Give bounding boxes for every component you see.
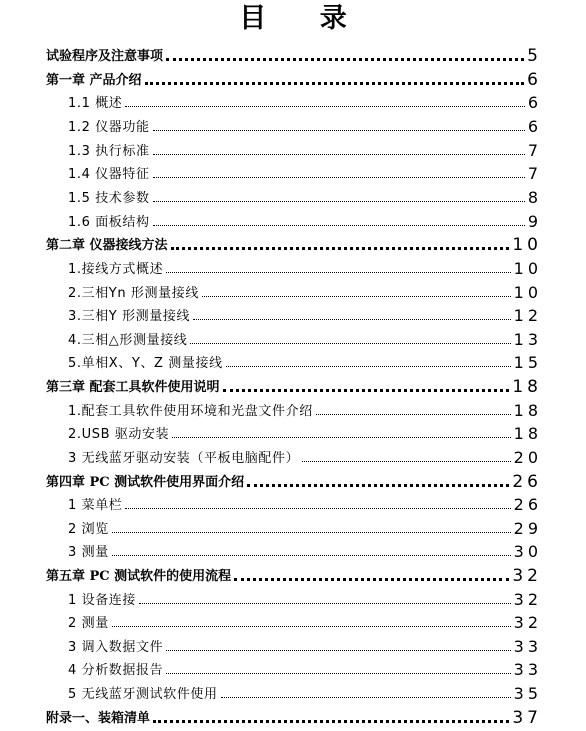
toc-section-entry[interactable] <box>68 682 542 704</box>
toc-page-number: 7 <box>527 141 542 160</box>
toc-page-number: 7 <box>527 164 542 183</box>
toc-page-number: 8 <box>527 188 542 207</box>
toc-entry-label: 2.USB 驱动安装 <box>68 427 170 442</box>
dot-leader <box>153 130 525 131</box>
toc-page-number: 32 <box>513 590 542 609</box>
toc-section-entry[interactable] <box>68 540 542 562</box>
dot-leader <box>166 673 510 674</box>
toc-page-number: 18 <box>513 401 542 420</box>
dot-leader <box>153 154 525 155</box>
dot-leader <box>112 555 511 556</box>
toc-page-number: 6 <box>527 93 542 112</box>
toc-entry-label: 2.三相Yn 形测量接线 <box>68 286 199 301</box>
toc-entry-label: 4 分析数据报告 <box>68 663 164 678</box>
dot-leader <box>221 697 511 698</box>
toc-section-entry[interactable] <box>68 304 542 326</box>
toc-page-number: 9 <box>527 212 542 231</box>
toc-section-entry[interactable] <box>68 351 542 373</box>
toc-entry-label: 第三章 配套工具软件使用说明 <box>46 380 220 395</box>
toc-page-number: 13 <box>513 330 542 349</box>
toc-entry-label: 1.5 技术参数 <box>68 191 150 206</box>
dot-leader <box>166 58 524 61</box>
toc-chapter-entry[interactable] <box>46 470 542 492</box>
dot-leader <box>316 414 511 415</box>
toc-section-entry[interactable] <box>68 422 542 444</box>
dot-leader <box>223 389 510 392</box>
toc-chapter-entry[interactable] <box>46 375 542 397</box>
toc-entry-label: 3.三相Y 形测量接线 <box>68 309 191 324</box>
toc-page-number: 10 <box>513 259 542 278</box>
toc-section-entry[interactable] <box>68 186 542 208</box>
dot-leader <box>302 461 510 462</box>
dot-leader <box>125 508 510 509</box>
dot-leader <box>171 247 510 250</box>
dot-leader <box>226 366 511 367</box>
toc-chapter-entry[interactable] <box>46 564 542 586</box>
toc-page-number: 6 <box>527 70 542 90</box>
toc-entry-label: 第五章 PC 测试软件的使用流程 <box>46 569 232 584</box>
toc-entry-label: 3 测量 <box>68 545 109 560</box>
toc-section-entry[interactable] <box>68 257 542 279</box>
toc-chapter-entry[interactable] <box>46 706 542 728</box>
toc-entry-label: 1.4 仪器特征 <box>68 167 150 182</box>
toc-page-number: 33 <box>513 660 542 679</box>
toc-entry-label: 1 菜单栏 <box>68 498 123 513</box>
dot-leader <box>247 484 509 487</box>
dot-leader <box>234 578 509 581</box>
toc-page-number: 18 <box>513 424 542 443</box>
toc-entry-label: 1.配套工具软件使用环境和光盘文件介绍 <box>68 404 313 419</box>
toc-page-number: 35 <box>513 684 542 703</box>
toc-entry-label: 5 无线蓝牙测试软件使用 <box>68 687 218 702</box>
toc-entry-label: 1.1 概述 <box>68 96 123 111</box>
toc-page-number: 12 <box>513 306 542 325</box>
toc-section-entry[interactable] <box>68 281 542 303</box>
toc-section-entry[interactable] <box>68 115 542 137</box>
toc-page-number: 10 <box>512 235 542 255</box>
dot-leader <box>202 296 511 297</box>
toc-page-number: 32 <box>513 613 542 632</box>
toc-page-number: 5 <box>527 46 542 66</box>
toc-entry-label: 1.接线方式概述 <box>68 262 164 277</box>
toc-entry-label: 2 浏览 <box>68 522 109 537</box>
dot-leader <box>112 626 511 627</box>
toc-page-number: 26 <box>513 495 542 514</box>
toc-section-entry[interactable] <box>68 517 542 539</box>
toc-section-entry[interactable] <box>68 446 542 468</box>
toc-section-entry[interactable] <box>68 588 542 610</box>
toc-entry-label: 4.三相△形测量接线 <box>68 333 188 348</box>
toc-page-number: 15 <box>513 353 542 372</box>
dot-leader <box>190 343 510 344</box>
toc-chapter-entry[interactable] <box>46 68 542 90</box>
toc-chapter-entry[interactable] <box>46 44 542 66</box>
toc-page-number: 26 <box>512 472 542 492</box>
toc-section-entry[interactable] <box>68 91 542 113</box>
dot-leader <box>139 603 511 604</box>
toc-entry-label: 1 设备连接 <box>68 593 137 608</box>
toc-section-entry[interactable] <box>68 328 542 350</box>
dot-leader <box>172 437 510 438</box>
toc-entry-label: 5.单相X、Y、Z 测量接线 <box>68 356 223 371</box>
dot-leader <box>125 106 524 107</box>
dot-leader <box>145 82 525 85</box>
dot-leader <box>112 532 511 533</box>
toc-section-entry[interactable] <box>68 210 542 232</box>
toc-page-number: 18 <box>512 377 542 397</box>
dot-leader <box>166 272 510 273</box>
dot-leader <box>153 720 509 723</box>
dot-leader <box>153 177 525 178</box>
toc-entry-label: 第四章 PC 测试软件使用界面介绍 <box>46 475 245 490</box>
toc-entry-label: 3 调入数据文件 <box>68 640 164 655</box>
dot-leader <box>153 225 525 226</box>
dot-leader <box>166 650 510 651</box>
toc-section-entry[interactable] <box>68 635 542 657</box>
toc-page-number: 6 <box>527 117 542 136</box>
toc-section-entry[interactable] <box>68 611 542 633</box>
toc-entry-label: 试验程序及注意事项 <box>46 49 164 64</box>
toc-entry-label: 3 无线蓝牙驱动安装（平板电脑配件） <box>68 451 300 466</box>
toc-chapter-entry[interactable] <box>46 233 542 255</box>
toc-page-number: 30 <box>513 542 542 561</box>
toc-section-entry[interactable] <box>68 399 542 421</box>
toc-page-number: 29 <box>513 519 542 538</box>
dot-leader <box>153 201 525 202</box>
toc-page-number: 10 <box>513 283 542 302</box>
toc-section-entry[interactable] <box>68 493 542 515</box>
toc-entry-label: 2 测量 <box>68 616 109 631</box>
toc-entry-label: 1.6 面板结构 <box>68 215 150 230</box>
toc-section-entry[interactable] <box>68 162 542 184</box>
toc-section-entry[interactable] <box>68 658 542 680</box>
page-title: 目 录 <box>239 3 369 34</box>
toc-section-entry[interactable] <box>68 139 542 161</box>
toc-entry-label: 第一章 产品介绍 <box>46 73 142 88</box>
toc-page-number: 32 <box>512 566 542 586</box>
toc-page-number: 20 <box>513 448 542 467</box>
dot-leader <box>193 319 511 320</box>
toc-page-number: 37 <box>512 708 542 728</box>
toc-entry-label: 附录一、装箱清单 <box>46 711 151 726</box>
toc-entry-label: 第二章 仪器接线方法 <box>46 238 168 253</box>
toc-entry-label: 1.3 执行标准 <box>68 144 150 159</box>
toc-entry-label: 1.2 仪器功能 <box>68 120 150 135</box>
toc-page-number: 33 <box>513 637 542 656</box>
